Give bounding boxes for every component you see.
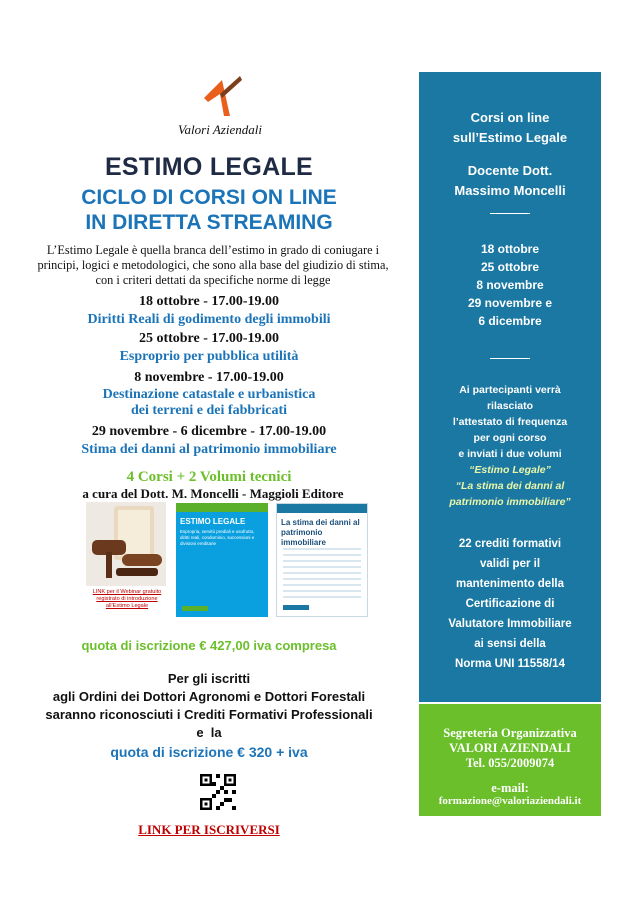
panel-volume-1: “Estimo Legale” [469, 464, 551, 476]
contact-email-label: e-mail: [491, 781, 529, 795]
book2-body [283, 548, 361, 600]
contact-line: VALORI AZIENDALI [449, 741, 571, 755]
contact-email[interactable]: formazione@valoriaziendali.it [438, 795, 582, 807]
session-topic-3: Destinazione catastale e urbanistica [102, 387, 316, 402]
panel-line: Docente Dott. [467, 163, 553, 178]
intro-line: L’Estimo Legale è quella branca dell’estimo in grado di coniugare i [46, 243, 380, 257]
promo-headline: 4 Corsi + 2 Volumi tecnici [126, 469, 292, 485]
book-cover-estimo-legale [176, 503, 268, 617]
panel-attestato: Ai partecipanti verrà [459, 384, 561, 396]
session-date-4: 29 novembre - 6 dicembre - 17.00-19.00 [91, 424, 327, 439]
webinar-line[interactable]: LINK per il Webinar gratuito [92, 589, 162, 595]
intro-text [28, 243, 398, 288]
members-line: Per gli iscritti [167, 671, 251, 686]
panel-credits: mantenimento della [456, 578, 564, 590]
page-title: ESTIMO LEGALE [104, 153, 314, 181]
panel-volume-2b: patrimonio immobiliare” [449, 496, 571, 508]
intro-line: principi, logici e metodologici, che sono alla base del giudizio di stima, [37, 258, 389, 272]
panel-date: 6 dicembre [478, 314, 542, 328]
promo-editor: a cura del Dott. M. Moncelli - Maggioli Editore [82, 486, 344, 501]
contact-line: Segreteria Organizzativa [443, 726, 577, 740]
webinar-line[interactable]: all’Estimo Legale [105, 603, 149, 609]
panel-date: 25 ottobre [480, 260, 539, 274]
brand-name: Valori Aziendali [178, 122, 262, 137]
contact-box [419, 704, 601, 816]
session-topic-1: Diritti Reali di godimento degli immobili [87, 312, 331, 327]
panel-date: 18 ottobre [480, 242, 539, 256]
book-label [182, 606, 208, 611]
panel-divider [490, 213, 530, 214]
panel-credits: validi per il [479, 558, 541, 570]
session-topic-2: Esproprio per pubblica utilità [119, 349, 299, 364]
session-date-3: 8 novembre - 17.00-19.00 [134, 370, 284, 385]
panel-line: Massimo Moncelli [454, 183, 566, 198]
webinar-line[interactable]: registrato di introduzione [96, 596, 158, 602]
book-label [283, 605, 309, 610]
register-link[interactable]: LINK PER ISCRIVERSI [138, 822, 280, 837]
subtitle-line-1: CICLO DI CORSI ON LINE [81, 186, 337, 209]
book2-title: La stima dei danni al patrimonio immobiliare [281, 518, 360, 547]
quota-members-price: quota di iscrizione € 320 + iva [110, 744, 308, 760]
session-topic-4: Stima dei danni al patrimonio immobiliare [81, 442, 337, 457]
panel-credits: Norma UNI 11558/14 [455, 658, 565, 670]
panel-divider [490, 358, 530, 359]
panel-date: 29 novembre e [467, 296, 553, 310]
webinar-link[interactable] [86, 589, 168, 610]
members-line: saranno riconosciuti i Crediti Formativi Professionali [45, 707, 373, 722]
gavel-photo[interactable] [86, 502, 166, 586]
panel-attestato: l’attestato di frequenza [452, 416, 568, 428]
members-info [40, 670, 378, 742]
panel-credits: 22 crediti formativi [458, 538, 562, 550]
panel-credits: Certificazione di [465, 598, 555, 610]
panel-credits: Valutatore Immobiliare [448, 618, 572, 630]
quota-full-price: quota di iscrizione € 427,00 iva compresa [81, 638, 337, 653]
book-band [176, 503, 268, 512]
book-cover-stima-danni [276, 503, 368, 617]
session-topic-3b: dei terreni e dei fabbricati [130, 403, 288, 418]
panel-attestato: rilasciato [486, 400, 534, 412]
panel-attestato: per ogni corso [473, 432, 547, 444]
book1-subtitle: Espropria, servitù prediali e usufrutto, diritti reali, condominio, successioni e divisioni ereditarie [180, 529, 255, 546]
panel-credits: ai sensi della [474, 638, 546, 650]
subtitle-line-2: IN DIRETTA STREAMING [85, 211, 333, 234]
panel-attestato: e inviati i due volumi [458, 448, 562, 460]
qr-code[interactable] [200, 774, 236, 810]
info-panel [419, 72, 601, 702]
members-line: e la [196, 725, 222, 740]
book-band [277, 504, 367, 513]
intro-line: con i criteri dettati da specifiche norme di legge [95, 273, 331, 287]
panel-date: 8 novembre [476, 278, 544, 292]
contact-phone: Tel. 055/2009074 [465, 756, 555, 770]
panel-volume-2: “La stima dei danni al [455, 480, 565, 492]
members-line: agli Ordini dei Dottori Agronomi e Dottori Forestali [52, 689, 366, 704]
session-date-2: 25 ottobre - 17.00-19.00 [138, 331, 280, 346]
logo-icon [196, 66, 250, 120]
book1-title: ESTIMO LEGALE [180, 517, 246, 526]
panel-line: Corsi on line [470, 110, 550, 125]
panel-line: sull’Estimo Legale [452, 130, 568, 145]
session-date-1: 18 ottobre - 17.00-19.00 [138, 294, 280, 309]
